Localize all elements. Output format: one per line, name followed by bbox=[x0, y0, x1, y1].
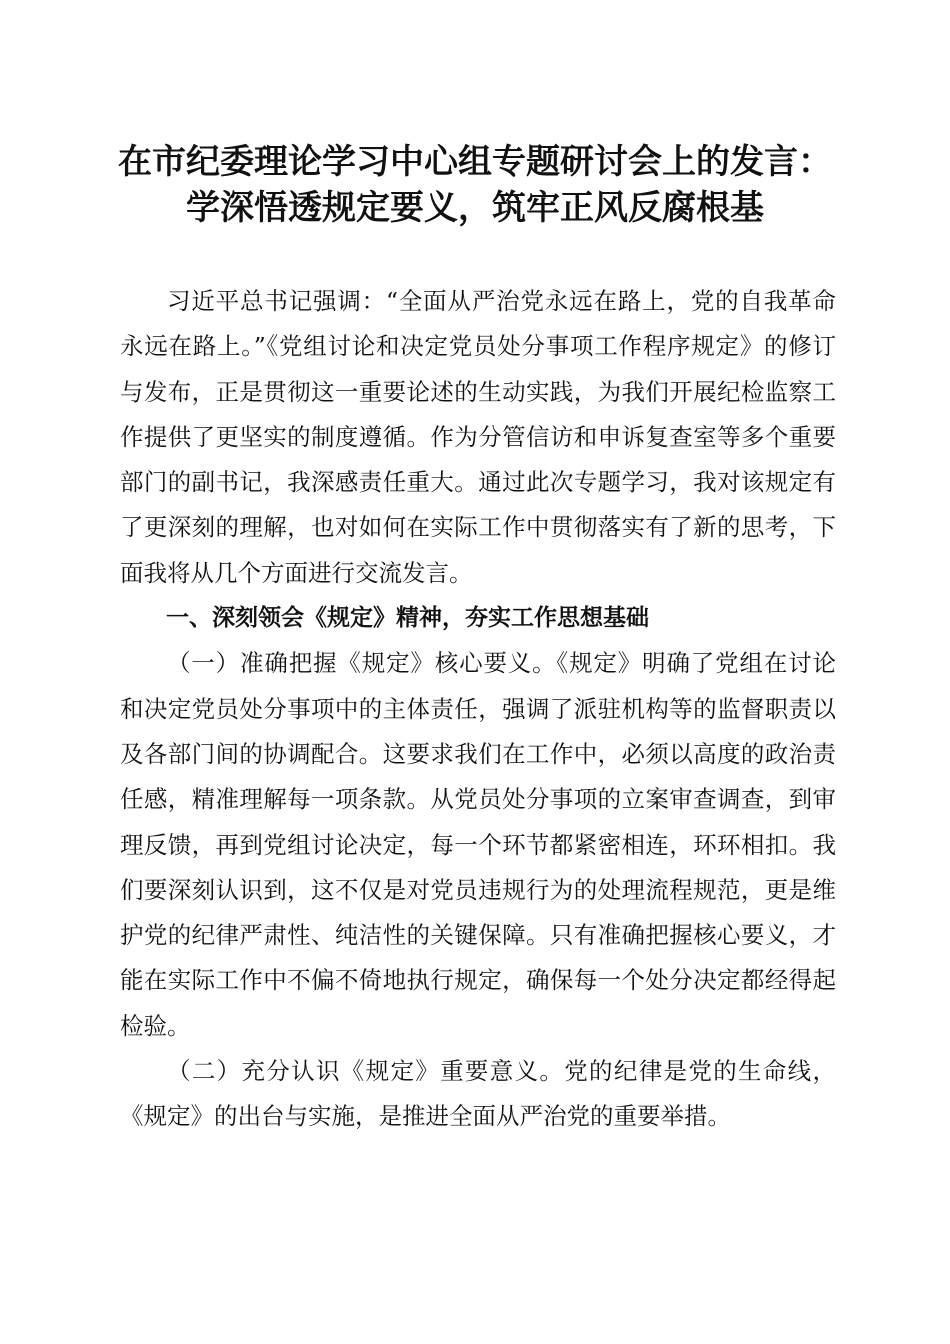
document-body bbox=[120, 279, 836, 1140]
document-title-line-2: 学深悟透规定要义，筑牢正风反腐根基 bbox=[186, 188, 764, 228]
subsection-1-body: 《规定》明确了党组在讨论和决定党员处分事项中的主体责任，强调了派驻机构等的监督职责以及各部门间的协调配合。这要求我们在工作中，必须以高度的政治责任感，精准理解每一项条款。从党员处分事项的立案审查调查，到审理反馈，再到党组讨论决定，每一个环节都紧密相连，环环相扣。我们要深刻认识到，这不仅是对党员违规行为的处理流程规范，更是维护党的纪律严肃性、纯洁性的关键保障。只有准确把握核心要义，才能在实际工作中不偏不倚地执行规定，确保每一个处分决定都经得起检验。 bbox=[120, 649, 837, 1040]
subsection-2-paragraph bbox=[120, 1049, 836, 1140]
intro-paragraph: 习近平总书记强调：“全面从严治党永远在路上，党的自我革命永远在路上。”《党组讨论和决定党员处分事项工作程序规定》的修订与发布，正是贯彻这一重要论述的生动实践，为我们开展纪检监察工作提供了更坚实的制度遵循。作为分管信访和申诉复查室等多个重要部门的副书记，我深感责任重大。通过此次专题学习，我对该规定有了更深刻的理解，也对如何在实际工作中贯彻落实有了新的思考，下面我将从几个方面进行交流发言。 bbox=[120, 287, 836, 587]
document-title-line-1: 在市纪委理论学习中心组专题研讨会上的发言： bbox=[118, 142, 832, 182]
subsection-2-lead: （二）充分认识《规定》重要意义。 bbox=[167, 1057, 565, 1086]
subsection-1-lead: （一）准确把握《规定》核心要义。 bbox=[167, 649, 557, 678]
section-1-heading: 一、深刻领会《规定》精神，夯实工作思想基础 bbox=[166, 605, 649, 632]
subsection-1-paragraph bbox=[120, 641, 836, 1049]
subsection-2-body: 党的纪律是党的生命线，《规定》的出台与实施，是推进全面从严治党的重要举措。 bbox=[120, 1057, 837, 1131]
